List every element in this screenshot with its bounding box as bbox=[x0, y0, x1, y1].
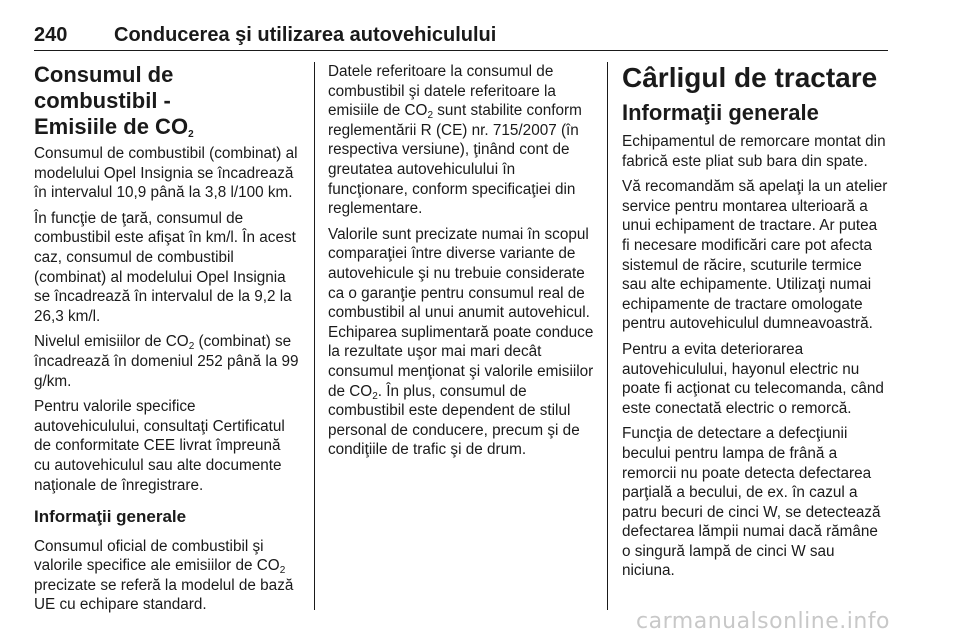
section-heading-fuel bbox=[34, 62, 300, 140]
paragraph: În funcţie de ţară, consumul de combustibil este afişat în km/l. În acest caz, consumul de combustibil (combinat) al modelului Opel Insignia se încadrează în intervalul de la 9,2 la 26,3 km/l. bbox=[34, 209, 296, 325]
heading-subscript: 2 bbox=[188, 129, 194, 140]
subheading-general-info: Informaţii generale bbox=[34, 507, 187, 527]
column-left bbox=[34, 62, 300, 621]
paragraph: Consumul oficial de combustibil şi valorile specifice ale emisiilor de $CO_2$ precizate se referă la modelul de bază UE cu echipare standard. bbox=[34, 537, 294, 614]
column-right bbox=[622, 62, 888, 587]
paragraph: Consumul de combustibil (combinat) al modelului Opel Insignia se încadrează în intervalul 10,9 până la 3,8 l/100 km. bbox=[34, 145, 298, 202]
page-number: 240 bbox=[34, 24, 68, 46]
watermark: carmanualsonline.info bbox=[636, 609, 890, 634]
paragraph: Datele referitoare la consumul de combustibil şi datele referitoare la emisiile de $CO_2$ sunt stabilite conform reglementării R (CE) nr. 715/2007 (în respectiva versiune), ţinând cont de greutatea autovehiculului în funcţionare, conform specificaţiei din reglementare. bbox=[328, 63, 582, 218]
paragraph: Nivelul emisiilor de $CO_2$ (combinat) se încadrează în domeniul 252 până la 99 g/km. bbox=[34, 333, 299, 390]
chapter-title: Conducerea şi utilizarea autovehiculului bbox=[114, 24, 497, 46]
subheading-general-info: Informaţii generale bbox=[622, 100, 819, 125]
heading-line2: Emisiile de CO bbox=[34, 114, 189, 139]
paragraph: Echipamentul de remorcare montat din fabrică este pliat sub bara din spate. bbox=[622, 133, 886, 170]
column-middle bbox=[328, 62, 594, 466]
paragraph: Funcţia de detectare a defecţiunii becului pentru lampa de frână a remorcii nu poate detecta defectarea parţială a becului, de ex. în cazul a patru becuri de cinci W, se detectează defectarea lămpii numai dacă rămâne o singură lampă de cinci W sau niciuna. bbox=[622, 425, 881, 580]
section-heading-towbar: Cârligul de tractare bbox=[622, 62, 878, 93]
heading-line1: Consumul de combustibil - bbox=[34, 62, 174, 113]
paragraph: Valorile sunt precizate numai în scopul comparaţiei între diverse variante de autovehicule şi nu trebuie considerate ca o garanţie pentru consumul real de combustibil al unui anumit autovehicul. Echiparea suplimentară poate conduce la rezultate uşor mai mari decât consumul menţionat şi valorile emisiilor de $CO_2$. În plus, consumul de combustibil este dependent de stilul personal de conducere, precum şi de condiţiile de trafic şi de drum. bbox=[328, 225, 594, 459]
paragraph: Pentru a evita deteriorarea autovehiculului, hayonul electric nu poate fi acţionat cu telecomanda, când este conectată electric o remorcă. bbox=[622, 340, 884, 417]
paragraph: Vă recomandăm să apelaţi la un atelier service pentru montarea ulterioară a unui echipament de tractare. Ar putea fi necesare modificări care pot afecta sistemul de răcire, scuturile termice sau alte echipamente. Utilizaţi numai echipamente de tractare omologate pentru autovehiculul dumneavoastră. bbox=[622, 178, 888, 333]
paragraph: Pentru valorile specifice autovehiculului, consultaţi Certificatul de conformitate CEE livrat împreună cu autovehiculul sau alte documente naţionale de înregistrare. bbox=[34, 398, 285, 494]
page-header bbox=[34, 22, 888, 51]
column-divider bbox=[314, 62, 315, 610]
column-divider bbox=[607, 62, 608, 610]
